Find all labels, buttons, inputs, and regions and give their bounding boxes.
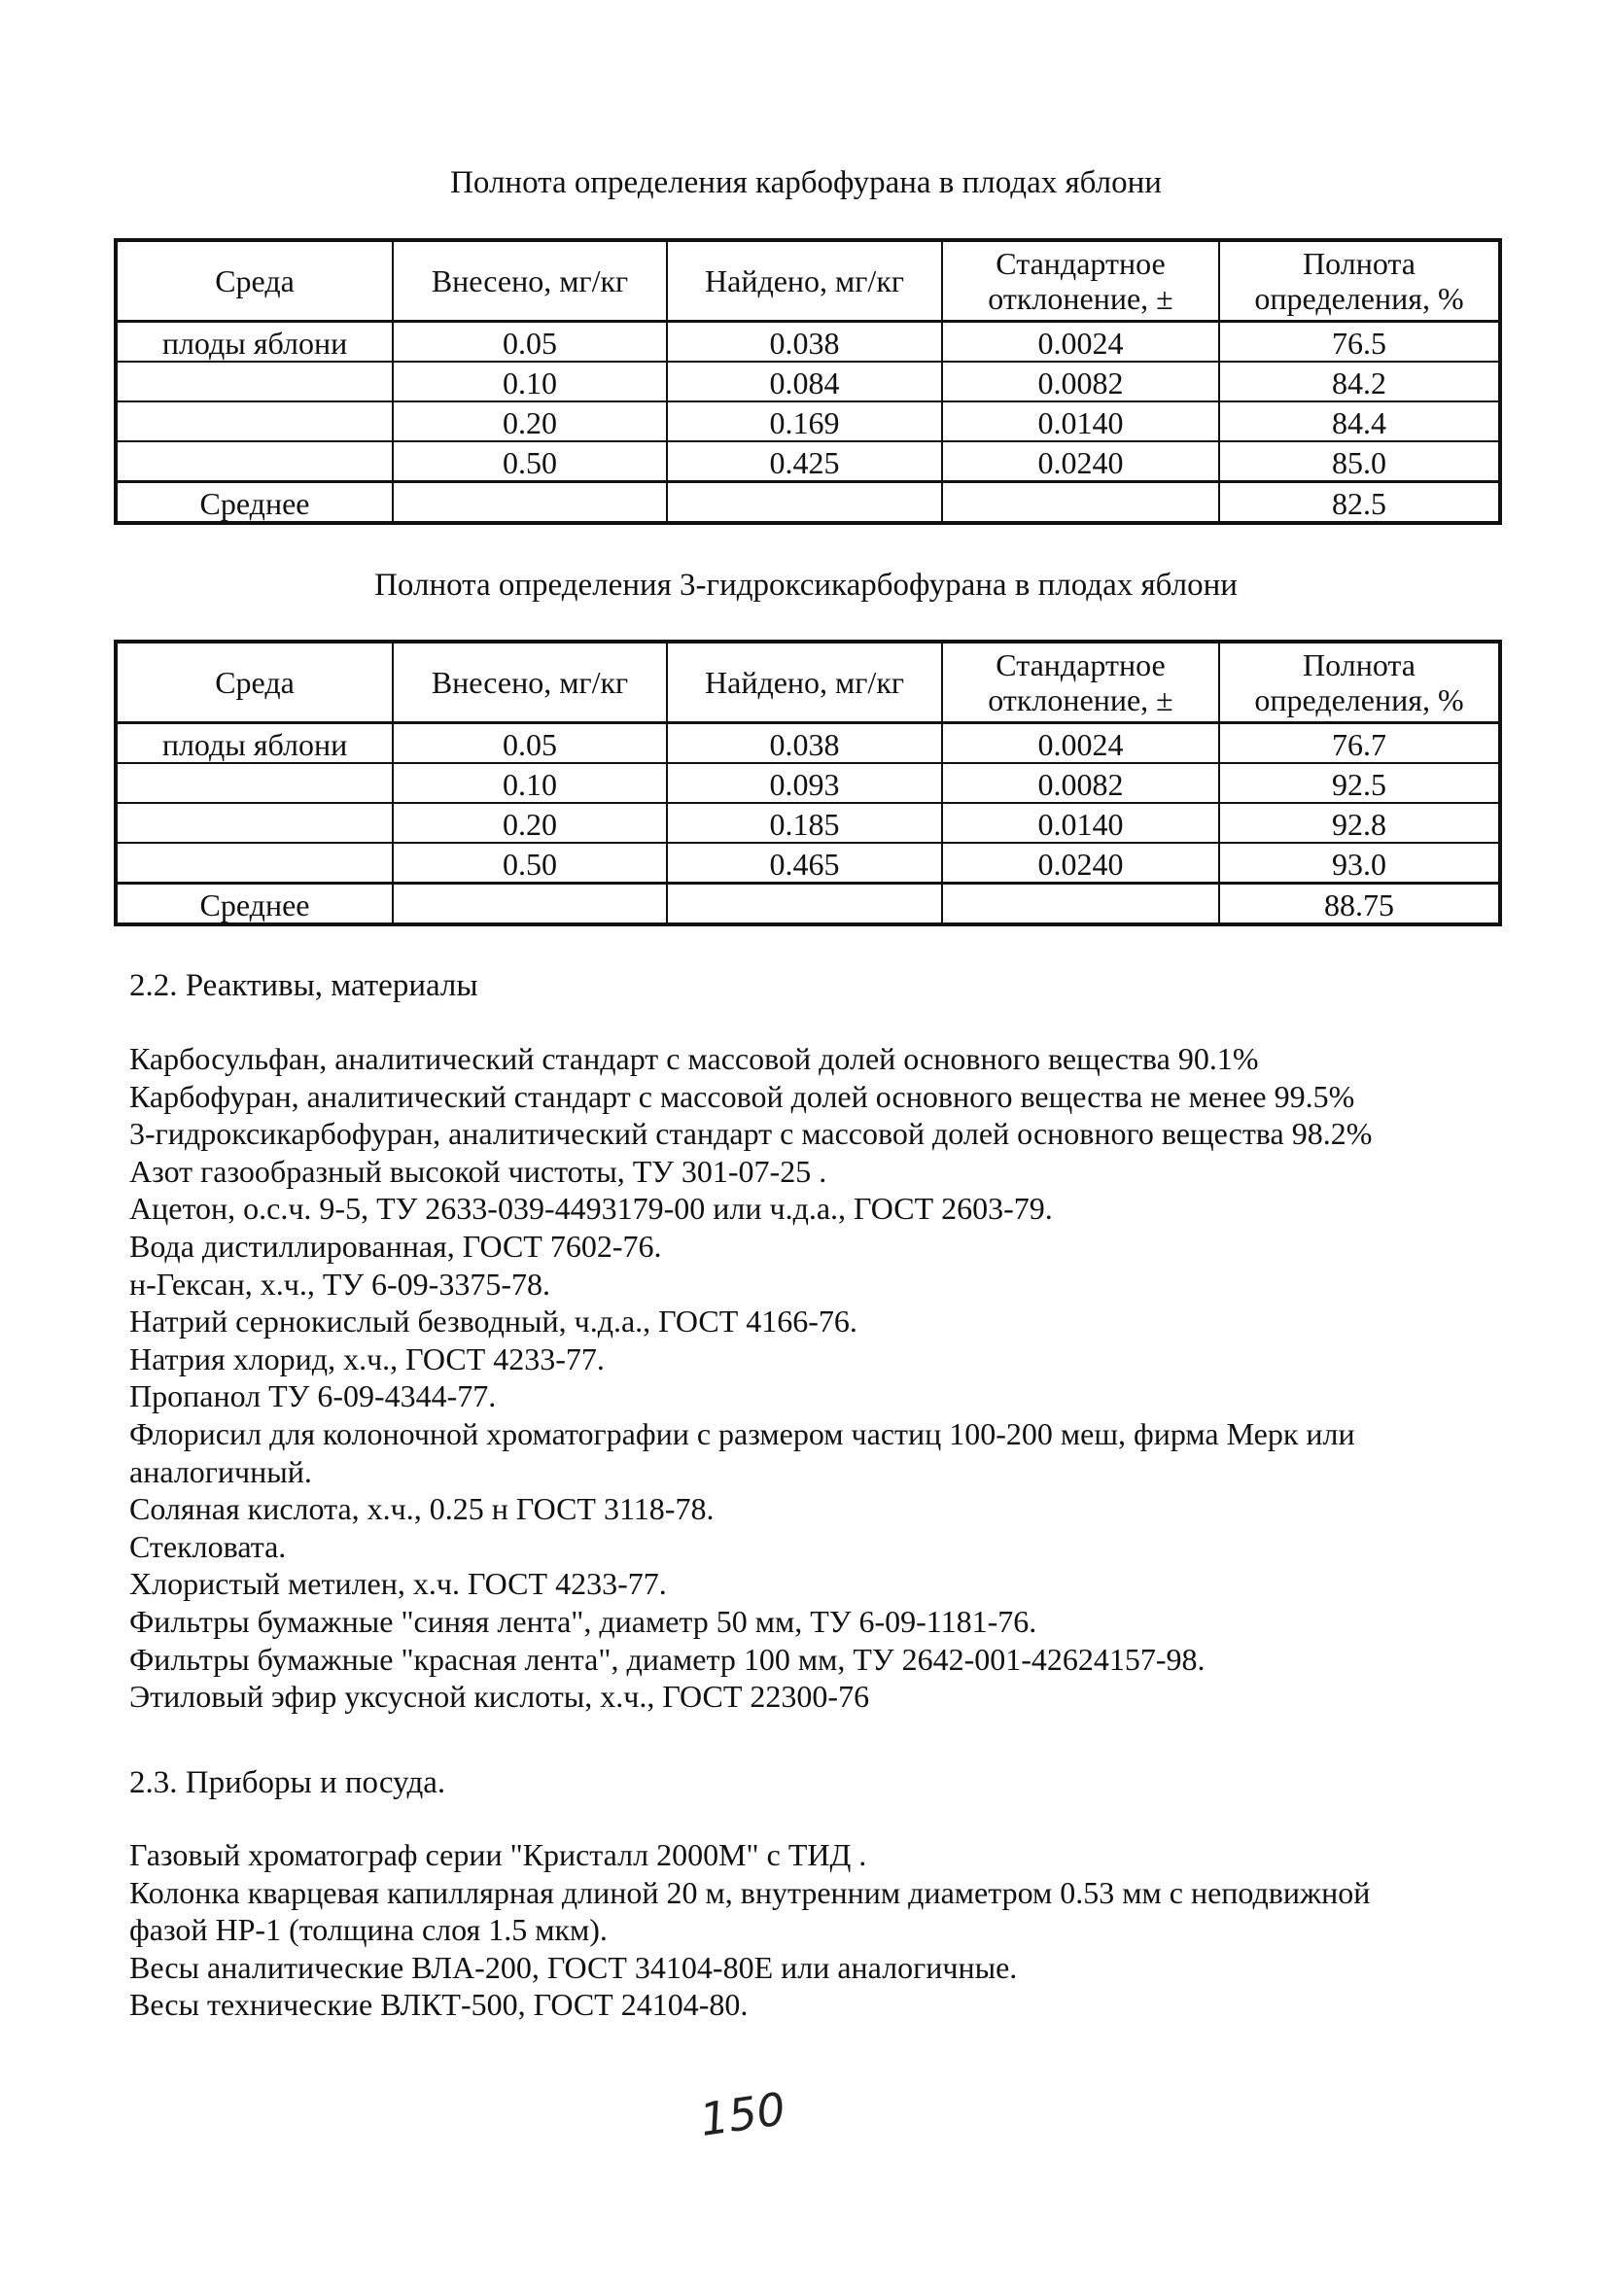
cell-std-dev: [942, 884, 1219, 925]
list-item: Колонка кварцевая капиллярная длиной 20 м, внутренним диаметром 0.53 мм с неподвижной: [129, 1874, 1371, 1910]
cell-medium: [116, 401, 393, 441]
cell-medium: плоды яблони: [116, 322, 393, 363]
table1-header-added: Внесено, мг/кг: [393, 240, 667, 322]
list-item: Азот газообразный высокой чистоты, ТУ 301-07-25 .: [129, 1153, 827, 1189]
cell-found: 0.425: [667, 441, 942, 482]
table1-header-std-dev: Стандартное отклонение, ±: [942, 240, 1219, 322]
table-row: [116, 723, 1500, 764]
cell-added: [393, 884, 667, 925]
list-item: Карбосульфан, аналитический стандарт с массовой долей основного вещества 90.1%: [129, 1041, 1259, 1076]
cell-recovery: 92.5: [1219, 763, 1500, 803]
cell-medium: [116, 441, 393, 482]
cell-found: 0.093: [667, 763, 942, 803]
section-reagents-heading: 2.2. Реактивы, материалы: [129, 968, 478, 1003]
list-item: фазой НР-1 (толщина слоя 1.5 мкм).: [129, 1912, 608, 1948]
list-item: Газовый хроматограф серии "Кристалл 2000М" с ТИД .: [129, 1837, 867, 1872]
cell-medium: [116, 763, 393, 803]
list-item: аналогичный.: [129, 1453, 312, 1489]
table1-header-row: [116, 240, 1500, 322]
cell-std-dev: 0.0140: [942, 803, 1219, 843]
table2-header-std-dev: Стандартное отклонение, ±: [942, 642, 1219, 723]
table1-header-found: Найдено, мг/кг: [667, 240, 942, 322]
list-item: Карбофуран, аналитический стандарт с массовой долей основного вещества не менее 99.5%: [129, 1078, 1355, 1114]
cell-recovery: 76.7: [1219, 723, 1500, 764]
list-item: Ацетон, о.с.ч. 9-5, ТУ 2633-039-4493179-00 или ч.д.а., ГОСТ 2603-79.: [129, 1191, 1053, 1227]
cell-found: 0.169: [667, 401, 942, 441]
table-row: [116, 803, 1500, 843]
cell-std-dev: 0.0240: [942, 843, 1219, 884]
cell-added: 0.05: [393, 723, 667, 764]
cell-added: 0.10: [393, 362, 667, 401]
table-row: [116, 843, 1500, 884]
table-row-mean: [116, 482, 1500, 524]
cell-std-dev: [942, 482, 1219, 524]
cell-medium: [116, 843, 393, 884]
section-instruments-heading: 2.3. Приборы и посуда.: [129, 1765, 446, 1800]
cell-found: 0.038: [667, 322, 942, 363]
cell-added: 0.50: [393, 843, 667, 884]
list-item: Флорисил для колоночной хроматографии с размером частиц 100-200 меш, фирма Мерк или: [129, 1415, 1355, 1451]
list-item: Стекловата.: [129, 1528, 287, 1564]
cell-std-dev: 0.0024: [942, 723, 1219, 764]
cell-std-dev: 0.0082: [942, 362, 1219, 401]
table2-hydroxycarbofuran-recovery: [114, 640, 1502, 926]
cell-added: 0.20: [393, 401, 667, 441]
table2-header-row: [116, 642, 1500, 723]
cell-std-dev: 0.0024: [942, 322, 1219, 363]
cell-recovery: 84.4: [1219, 401, 1500, 441]
cell-std-dev: 0.0140: [942, 401, 1219, 441]
cell-added: 0.05: [393, 322, 667, 363]
list-item: Вода дистиллированная, ГОСТ 7602-76.: [129, 1228, 662, 1264]
list-item: Этиловый эфир уксусной кислоты, х.ч., ГОСТ 22300-76: [129, 1679, 870, 1715]
cell-recovery: 85.0: [1219, 441, 1500, 482]
cell-medium: [116, 803, 393, 843]
list-item: Весы технические ВЛКТ-500, ГОСТ 24104-80.: [129, 1987, 749, 2023]
cell-added: 0.20: [393, 803, 667, 843]
table-row-mean: [116, 884, 1500, 925]
list-item: Натрий сернокислый безводный, ч.д.а., ГОСТ 4166-76.: [129, 1304, 857, 1339]
table-row: [116, 763, 1500, 803]
cell-recovery: 92.8: [1219, 803, 1500, 843]
cell-std-dev: 0.0082: [942, 763, 1219, 803]
cell-found: 0.465: [667, 843, 942, 884]
table1-carbofuran-recovery: [114, 238, 1502, 525]
list-item: Весы аналитические ВЛА-200, ГОСТ 34104-80Е или аналогичные.: [129, 1949, 1018, 1985]
cell-added: 0.10: [393, 763, 667, 803]
table2-header-added: Внесено, мг/кг: [393, 642, 667, 723]
cell-std-dev: 0.0240: [942, 441, 1219, 482]
cell-found: 0.038: [667, 723, 942, 764]
list-item: Пропанол ТУ 6-09-4344-77.: [129, 1378, 497, 1414]
list-item: н-Гексан, х.ч., ТУ 6-09-3375-78.: [129, 1266, 550, 1302]
cell-found: 0.185: [667, 803, 942, 843]
reagents-list: [129, 1040, 1510, 1716]
cell-found: [667, 884, 942, 925]
instruments-list: [129, 1836, 1510, 2024]
cell-mean-label: Среднее: [116, 884, 393, 925]
list-item: Фильтры бумажные "синяя лента", диаметр 50 мм, ТУ 6-09-1181-76.: [129, 1603, 1037, 1639]
cell-found: 0.084: [667, 362, 942, 401]
table-row: [116, 322, 1500, 363]
table-row: [116, 441, 1500, 482]
table2-header-medium: Среда: [116, 642, 393, 723]
cell-medium: плоды яблони: [116, 723, 393, 764]
page-number: 150: [696, 2082, 789, 2146]
cell-found: [667, 482, 942, 524]
list-item: Соляная кислота, х.ч., 0.25 н ГОСТ 3118-78.: [129, 1491, 715, 1527]
table1-header-recovery: Полнота определения, %: [1219, 240, 1500, 322]
table2-header-found: Найдено, мг/кг: [667, 642, 942, 723]
cell-medium: [116, 362, 393, 401]
cell-mean-recovery: 82.5: [1219, 482, 1500, 524]
list-item: 3-гидроксикарбофуран, аналитический стандарт с массовой долей основного вещества 98.2%: [129, 1116, 1373, 1152]
list-item: Фильтры бумажные "красная лента", диаметр 100 мм, ТУ 2642-001-42624157-98.: [129, 1641, 1206, 1677]
cell-recovery: 76.5: [1219, 322, 1500, 363]
table2-caption: Полнота определения 3-гидроксикарбофурана в плодах яблони: [374, 568, 1238, 603]
cell-added: [393, 482, 667, 524]
cell-recovery: 93.0: [1219, 843, 1500, 884]
table-row: [116, 362, 1500, 401]
table1-caption: Полнота определения карбофурана в плодах яблони: [450, 165, 1162, 200]
table2-header-recovery: Полнота определения, %: [1219, 642, 1500, 723]
cell-mean-label: Среднее: [116, 482, 393, 524]
cell-added: 0.50: [393, 441, 667, 482]
cell-recovery: 84.2: [1219, 362, 1500, 401]
list-item: Натрия хлорид, х.ч., ГОСТ 4233-77.: [129, 1340, 605, 1376]
table-row: [116, 401, 1500, 441]
table1-header-medium: Среда: [116, 240, 393, 322]
cell-mean-recovery: 88.75: [1219, 884, 1500, 925]
list-item: Хлористый метилен, х.ч. ГОСТ 4233-77.: [129, 1566, 667, 1602]
